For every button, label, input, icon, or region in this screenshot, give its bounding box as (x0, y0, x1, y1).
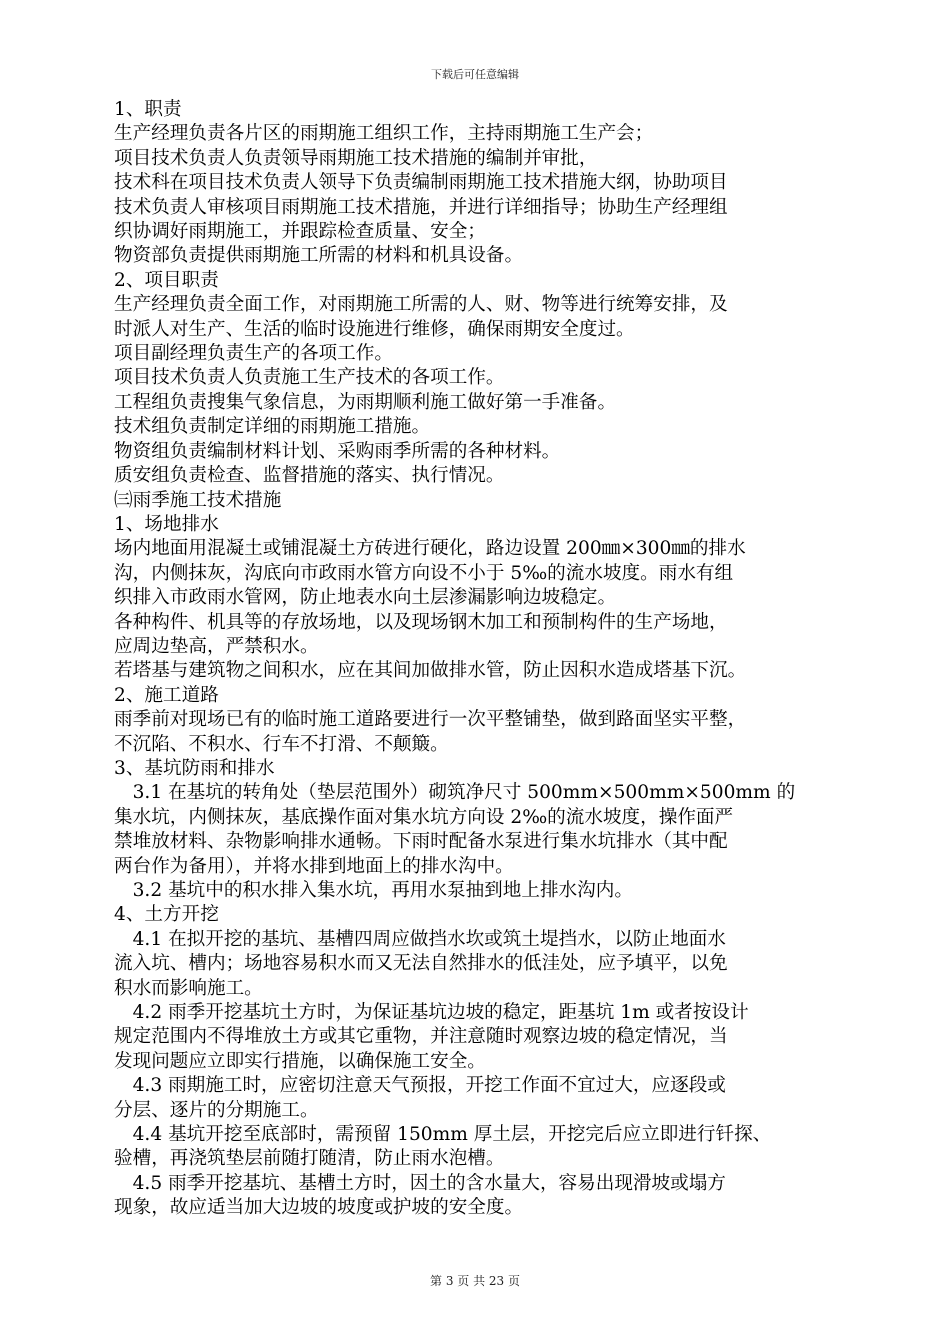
paragraph-line: 若塔基与建筑物之间积水，应在其间加做排水管，防止因积水造成塔基下沉。 (114, 660, 747, 682)
paragraph-line: 生产经理负责各片区的雨期施工组织工作，主持雨期施工生产会； (114, 123, 654, 145)
paragraph-line: 物资组负责编制材料计划、采购雨季所需的各种材料。 (114, 440, 561, 462)
paragraph-line: 现象，故应适当加大边坡的坡度或护坡的安全度。 (114, 1197, 524, 1219)
paragraph-line: 3.1 在基坑的转角处（垫层范围外）砌筑净尺寸 500mm×500mm×500mm 的 (114, 782, 796, 804)
paragraph-line: 技术组负责制定详细的雨期施工措施。 (114, 416, 431, 438)
heading-site-drainage: 1、场地排水 (114, 513, 219, 535)
heading-rain-season-measures: ㈢雨季施工技术措施 (114, 489, 282, 511)
paragraph-line: 集水坑，内侧抹灰，基底操作面对集水坑方向设 2‰的流水坡度，操作面严 (114, 806, 734, 828)
paragraph-line: 发现问题应立即实行措施，以确保施工安全。 (114, 1050, 486, 1072)
paragraph-line: 各种构件、机具等的存放场地，以及现场钢木加工和预制构件的生产场地， (114, 611, 728, 633)
page-header: 下载后可任意编辑 (431, 68, 519, 81)
paragraph-line: 流入坑、槽内；场地容易积水而又无法自然排水的低洼处，应予填平，以免 (114, 953, 728, 975)
paragraph-line: 规定范围内不得堆放土方或其它重物，并注意随时观察边坡的稳定情况，当 (114, 1026, 728, 1048)
paragraph-line: 分层、逐片的分期施工。 (114, 1099, 319, 1121)
paragraph-line: 质安组负责检查、监督措施的落实、执行情况。 (114, 465, 505, 487)
paragraph-line: 4.3 雨期施工时，应密切注意天气预报，开挖工作面不宜过大，应逐段或 (114, 1075, 726, 1097)
document-body (114, 98, 866, 1221)
paragraph-line: 沟，内侧抹灰，沟底向市政雨水管方向设不小于 5‰的流水坡度。雨水有组 (114, 562, 734, 584)
paragraph-line: 项目技术负责人负责领导雨期施工技术措施的编制并审批， (114, 147, 598, 169)
paragraph-line: 织协调好雨期施工，并跟踪检查质量、安全； (114, 221, 486, 243)
paragraph-line: 4.4 基坑开挖至底部时，需预留 150mm 厚土层，开挖完后应立即进行钎探、 (114, 1124, 772, 1146)
paragraph-line: 物资部负责提供雨期施工所需的材料和机具设备。 (114, 245, 524, 267)
paragraph-line: 3.2 基坑中的积水排入集水坑，再用水泵抽到地上排水沟内。 (114, 880, 633, 901)
paragraph-line: 雨季前对现场已有的临时施工道路要进行一次平整铺垫，做到路面坚实平整， (114, 709, 747, 731)
paragraph-line: 时派人对生产、生活的临时设施进行维修，确保雨期安全度过。 (114, 318, 635, 340)
page-number: 第 3 页 共 23 页 (430, 1274, 520, 1288)
paragraph-line: 技术科在项目技术负责人领导下负责编制雨期施工技术措施大纲，协助项目 (114, 172, 728, 194)
heading-construction-roads: 2、施工道路 (114, 684, 219, 706)
heading-pit-rain-protection: 3、基坑防雨和排水 (114, 757, 275, 779)
paragraph-line: 验槽，再浇筑垫层前随打随清，防止雨水泡槽。 (114, 1148, 505, 1170)
paragraph-line: 项目技术负责人负责施工生产技术的各项工作。 (114, 367, 505, 389)
heading-earthwork: 4、土方开挖 (114, 904, 219, 926)
paragraph-line: 生产经理负责全面工作，对雨期施工所需的人、财、物等进行统筹安排，及 (114, 294, 728, 316)
paragraph-line: 织排入市政雨水管网，防止地表水向土层渗漏影响边坡稳定。 (114, 587, 617, 609)
paragraph-line: 工程组负责搜集气象信息，为雨期顺利施工做好第一手准备。 (114, 391, 617, 413)
paragraph-line: 禁堆放材料、杂物影响排水通畅。下雨时配备水泵进行集水坑排水（其中配 (114, 831, 728, 853)
paragraph-line: 4.5 雨季开挖基坑、基槽土方时，因土的含水量大，容易出现滑坡或塌方 (114, 1172, 726, 1194)
paragraph-line: 场内地面用混凝土或铺混凝土方砖进行硬化，路边设置 200㎜×300㎜的排水 (114, 538, 746, 560)
paragraph-line: 积水而影响施工。 (114, 977, 263, 999)
paragraph-line: 两台作为备用），并将水排到地面上的排水沟中。 (114, 855, 514, 877)
paragraph-line: 4.2 雨季开挖基坑土方时，为保证基坑边坡的稳定，距基坑 1m 或者按设计 (114, 1002, 749, 1024)
heading-project-duties: 2、项目职责 (114, 269, 219, 291)
paragraph-line: 不沉陷、不积水、行车不打滑、不颠簸。 (114, 733, 449, 755)
heading-duties: 1、职责 (114, 99, 182, 120)
paragraph-line: 项目副经理负责生产的各项工作。 (114, 343, 393, 365)
paragraph-line: 4.1 在拟开挖的基坑、基槽四周应做挡水坎或筑土堤挡水，以防止地面水 (114, 928, 726, 950)
paragraph-line: 技术负责人审核项目雨期施工技术措施，并进行详细指导；协助生产经理组 (114, 196, 728, 218)
paragraph-line: 应周边垫高，严禁积水。 (114, 635, 319, 657)
